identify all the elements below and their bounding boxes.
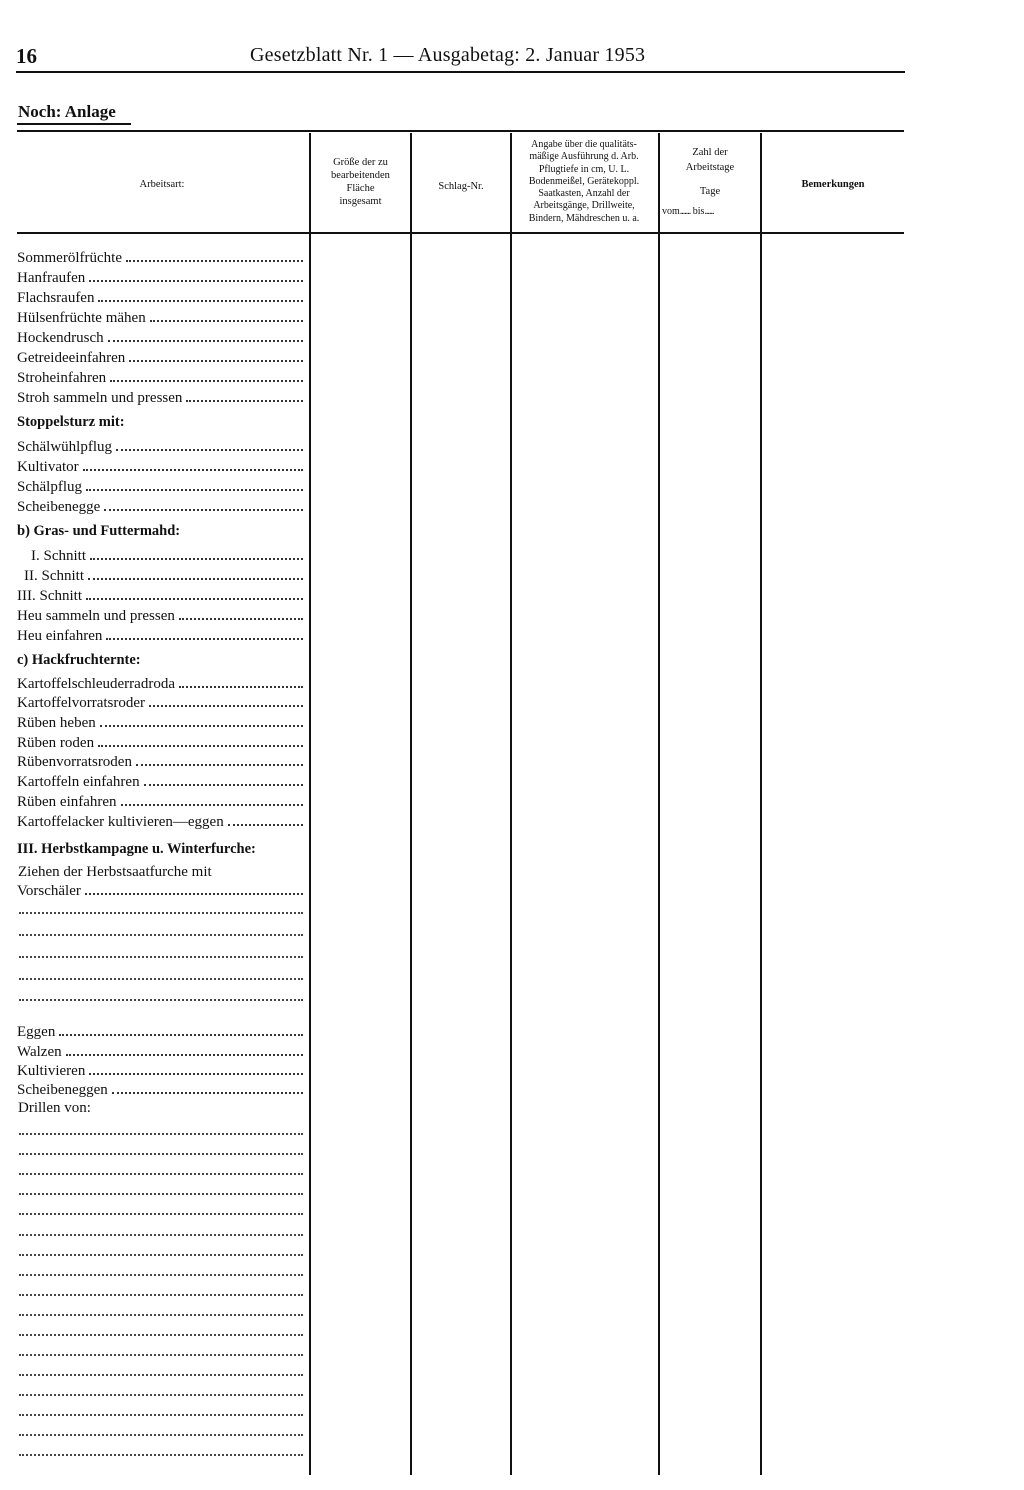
col-header-angabe (510, 139, 658, 225)
work-row-label: Hanfraufen (17, 270, 86, 286)
work-row (17, 606, 303, 626)
blank-entry-line (19, 1294, 303, 1296)
bis-label: bis (692, 206, 705, 217)
work-row-label: Rübenvorratsroden (17, 754, 132, 770)
blank-entry-line (19, 1374, 303, 1376)
column-divider-1 (309, 133, 311, 1475)
work-row (17, 792, 303, 812)
blank-entry-line (19, 1314, 303, 1316)
col-header-angabe-line: Arbeitsgänge, Drillweite, (533, 200, 635, 212)
blank-entry-line (19, 1434, 303, 1436)
col-header-arbeitsart: Arbeitsart: (139, 179, 185, 190)
work-row (17, 1080, 303, 1100)
work-row (17, 812, 303, 832)
work-row (31, 546, 303, 566)
work-row (17, 248, 303, 268)
drillen-label: Drillen von: (18, 1100, 91, 1116)
work-row-label: Flachsraufen (17, 290, 95, 306)
column-divider-3 (510, 133, 512, 1475)
work-row (17, 586, 303, 606)
work-row (17, 288, 303, 308)
work-row (17, 457, 303, 477)
work-row-label: Kartoffelschleuderradroda (17, 676, 175, 692)
work-row-label: Stroh sammeln und pressen (17, 390, 183, 406)
work-row (17, 881, 303, 901)
blank-entry-line (19, 1234, 303, 1236)
blank-entry-line (19, 1334, 303, 1336)
blank-entry-line (19, 1213, 303, 1215)
herbst-intro-line: Ziehen der Herbstsaatfurche mit (18, 864, 212, 880)
col-header-zahl-line: Arbeitstage (685, 162, 735, 173)
work-row-label: III. Schnitt (17, 588, 82, 604)
work-row-label: Kultivieren (17, 1063, 86, 1079)
col-header-angabe-line: Angabe über die qualitäts- (531, 139, 637, 150)
col-header-groesse (311, 156, 410, 208)
work-row (24, 566, 303, 586)
blank-entry-line (19, 999, 303, 1001)
blank-entry-line (19, 1414, 303, 1416)
work-row-label: Vorschäler (17, 883, 81, 899)
work-row (17, 1061, 303, 1081)
running-head: Gesetzblatt Nr. 1 — Ausgabetag: 2. Januar 1953 (250, 44, 646, 66)
col-header-angabe-line: Pflugtiefe in cm, U. L. (538, 163, 630, 175)
work-row-label: Sommerölfrüchte (17, 250, 122, 266)
work-row-label: Schälwühlpflug (17, 439, 112, 455)
header-rule (16, 71, 905, 73)
group-heading-herbst: III. Herbstkampagne u. Winterfurche: (17, 841, 256, 857)
work-row-label: I. Schnitt (31, 548, 86, 564)
work-row (17, 693, 303, 713)
col-header-schlag: Schlag-Nr. (438, 181, 484, 192)
blank-entry-line (19, 1153, 303, 1155)
col-header-groesse-line: Fläche (346, 183, 375, 194)
work-row-label: Rüben heben (17, 715, 96, 731)
group-heading-stoppelsturz: Stoppelsturz mit: (17, 414, 125, 430)
column-divider-2 (410, 133, 412, 1475)
blank-entry-line (19, 912, 303, 914)
col-header-angabe-line: mäßige Ausführung d. Arb. (529, 151, 639, 163)
work-row-label: Schälpflug (17, 479, 82, 495)
work-row (17, 733, 303, 753)
blank-entry-line (19, 1173, 303, 1175)
work-row-label: Hülsenfrüchte mähen (17, 310, 146, 326)
blank-entry-line (19, 1133, 303, 1135)
work-row-label: Rüben roden (17, 735, 95, 751)
column-divider-5 (760, 133, 762, 1475)
blank-entry-line (19, 956, 303, 958)
blank-entry-line (19, 1394, 303, 1396)
column-divider-4 (658, 133, 660, 1475)
work-row-label: Kartoffelvorratsroder (17, 695, 145, 711)
work-row (17, 713, 303, 733)
work-row-label: II. Schnitt (24, 568, 84, 584)
section-underline (17, 123, 131, 125)
work-row (17, 477, 303, 497)
col-header-vom-bis: vom....... bis...... (662, 206, 714, 217)
table-header-rule (17, 232, 904, 234)
work-row-label: Heu sammeln und pressen (17, 608, 175, 624)
work-row-label: Eggen (17, 1024, 56, 1040)
col-header-angabe-line: Bindern, Mähdreschen u. a. (528, 212, 640, 224)
work-row-label: Stroheinfahren (17, 370, 107, 386)
work-row (17, 268, 303, 288)
work-row-label: Kultivator (17, 459, 79, 475)
work-row (17, 348, 303, 368)
col-header-groesse-line: Größe der zu (333, 157, 388, 168)
table-top-rule (17, 130, 904, 132)
work-row-label: Kartoffelacker kultivieren—eggen (17, 814, 224, 830)
work-row (17, 388, 303, 408)
blank-entry-line (19, 1354, 303, 1356)
blank-entry-line (19, 978, 303, 980)
work-row-label: Getreideeinfahren (17, 350, 126, 366)
col-header-groesse-line: insgesamt (339, 196, 382, 207)
col-header-angabe-line: Bodenmeißel, Gerätekoppl. (528, 175, 640, 187)
blank-entry-line (19, 934, 303, 936)
blank-entry-line (19, 1254, 303, 1256)
work-row-label: Walzen (17, 1044, 62, 1060)
work-row (17, 772, 303, 792)
work-row (17, 1042, 303, 1062)
section-title: Noch: Anlage (18, 102, 116, 121)
work-row (17, 308, 303, 328)
col-header-tage: Tage (699, 186, 721, 197)
col-header-angabe-line: Saatkasten, Anzahl der (538, 188, 630, 200)
work-row (17, 497, 303, 517)
col-header-bemerkungen: Bemerkungen (801, 179, 865, 190)
page-number: 16 (16, 44, 37, 68)
blank-entry-line (19, 1454, 303, 1456)
work-row (17, 674, 303, 694)
work-row-label: Scheibenegge (17, 499, 101, 515)
work-row (17, 368, 303, 388)
work-row-label: Rüben einfahren (17, 794, 117, 810)
work-row (17, 626, 303, 646)
col-header-zahl (660, 145, 760, 199)
vom-label: vom (662, 206, 680, 217)
col-header-groesse-line: bearbeitenden (331, 170, 390, 181)
work-row (17, 328, 303, 348)
col-header-zahl-line: Zahl der (692, 147, 728, 158)
group-heading-gras: b) Gras- und Futtermahd: (17, 523, 181, 539)
work-row-label: Scheibeneggen (17, 1082, 108, 1098)
work-row-label: Hockendrusch (17, 330, 104, 346)
blank-entry-line (19, 1274, 303, 1276)
group-heading-hackfrucht: c) Hackfruchternte: (17, 652, 141, 668)
work-row (17, 752, 303, 772)
work-row (17, 1022, 303, 1042)
work-row-label: Heu einfahren (17, 628, 103, 644)
work-row (17, 437, 303, 457)
work-row-label: Kartoffeln einfahren (17, 774, 140, 790)
blank-entry-line (19, 1193, 303, 1195)
